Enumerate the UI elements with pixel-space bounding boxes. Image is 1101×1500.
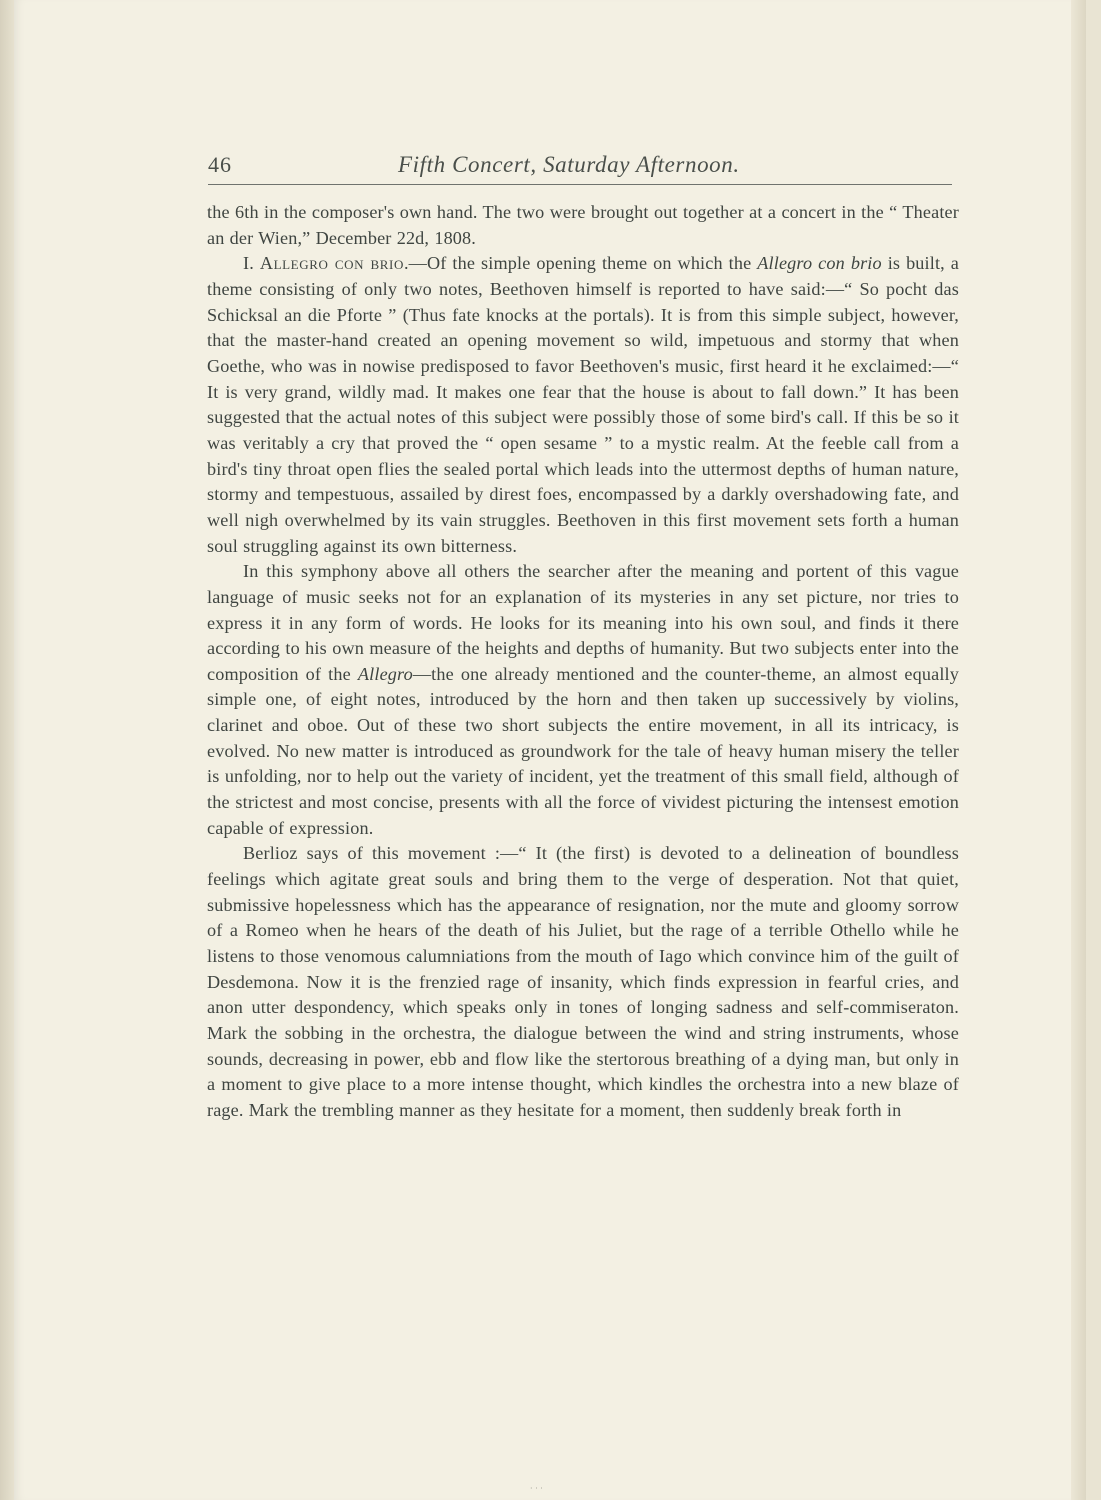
paragraph-2: [207, 251, 959, 559]
paragraph-3-text-b: —the one already mentioned and the counter-theme, an almost equally simple one, of eight notes, introduced by the horn and then taken up successively by violins, clarinet and oboe. Out of these two short subjects the entire movement, in all its intricacy, is evolved. No new matter is introduced as groundwork for the tale of heavy human misery the teller is unfolding, nor to help out the variety of incident, yet the treatment of this small field, although of the strictest and most concise, presents with all the force of vividest picturing the intensest emotion capable of expression.: [207, 663, 959, 838]
page-gutter-shadow: [0, 0, 14, 1500]
paragraph-1-text: the 6th in the composer's own hand. The two were brought out together at a concert in the “ Theater an der Wien,” December 22d, 1808.: [207, 202, 959, 248]
paragraph-4: [207, 841, 959, 1123]
paragraph-2-text-b: is built, a theme consisting of only two notes, Beethoven himself is reported to have said:—“ So pocht das Schicksal an die Pforte ” (Thus fate knocks at the portals). It is from this simple subject, however, that the master-hand created an opening movement so wild, impetuous and stormy that when Goethe, who was in nowise predisposed to favor Beethoven's music, first heard it he exclaimed:—“ It is very grand, wildly mad. It makes one fear that the house is about to fall down.” It has been suggested that the actual notes of this subject were possibly those of some bird's call. If this be so it was veritably a cry that proved the “ open sesame ” to a mystic realm. At the feeble call from a bird's tiny throat open flies the sealed portal which leads into the uttermost depths of human nature, stormy and tempestuous, assailed by direst foes, encompassed by a darkly overshadowing fate, and well nigh overwhelmed by its vain struggles. Beethoven in this first movement sets forth a human soul struggling against its own bitterness.: [207, 253, 960, 556]
paragraph-3: [207, 559, 959, 841]
running-head-title: Fifth Concert, Saturday Afternoon.: [398, 152, 740, 177]
paper-specks: · · ·: [530, 1484, 543, 1493]
paragraph-3-italic: Allegro: [357, 663, 413, 684]
header-rule: [208, 184, 952, 185]
running-head: [208, 152, 960, 186]
movement-numeral: I.: [243, 253, 254, 274]
page-right-edge: [1071, 0, 1086, 1500]
page-number: 46: [208, 152, 232, 177]
paragraph-1: [207, 200, 959, 251]
paragraph-2-italic: Allegro con brio: [757, 253, 882, 274]
paragraph-2-text-a: .—Of the simple opening theme on which the: [403, 253, 758, 274]
movement-heading: Allegro con brio: [259, 253, 404, 274]
body-text: [207, 200, 959, 1124]
paragraph-3-text-a: In this symphony above all others the searcher after the meaning and portent of this vague language of music seeks not for an explanation of its mysteries in any set picture, nor tries to express it in any form of words. He looks for its meaning into his own soul, and finds it there according to his own measure of the heights and depths of humanity. But two subjects enter into the composition of the: [207, 561, 959, 684]
paragraph-4-text: Berlioz says of this movement :—“ It (the first) is devoted to a delineation of boundless feelings which agitate great souls and bring them to the verge of desperation. Not that quiet, submissive hopelessness which has the appearance of resignation, nor the mute and gloomy sorrow of a Romeo when he hears of the death of his Juliet, but the rage of a terrible Othello while he listens to those venomous calumniations from the mouth of Iago which convince him of the guilt of Desdemona. Now it is the frenzied rage of insanity, which finds expression in fearful cries, and anon utter despondency, which speaks only in tones of longing sadness and self-commiseraton. Mark the sobbing in the orchestra, the dialogue between the wind and string instruments, whose sounds, decreasing in power, ebb and flow like the stertorous breathing of a dying man, but only in a moment to give place to a more intense thought, which kindles the orchestra into a new blaze of rage. Mark the trembling manner as they hesitate for a moment, then suddenly break forth in: [207, 843, 959, 1120]
